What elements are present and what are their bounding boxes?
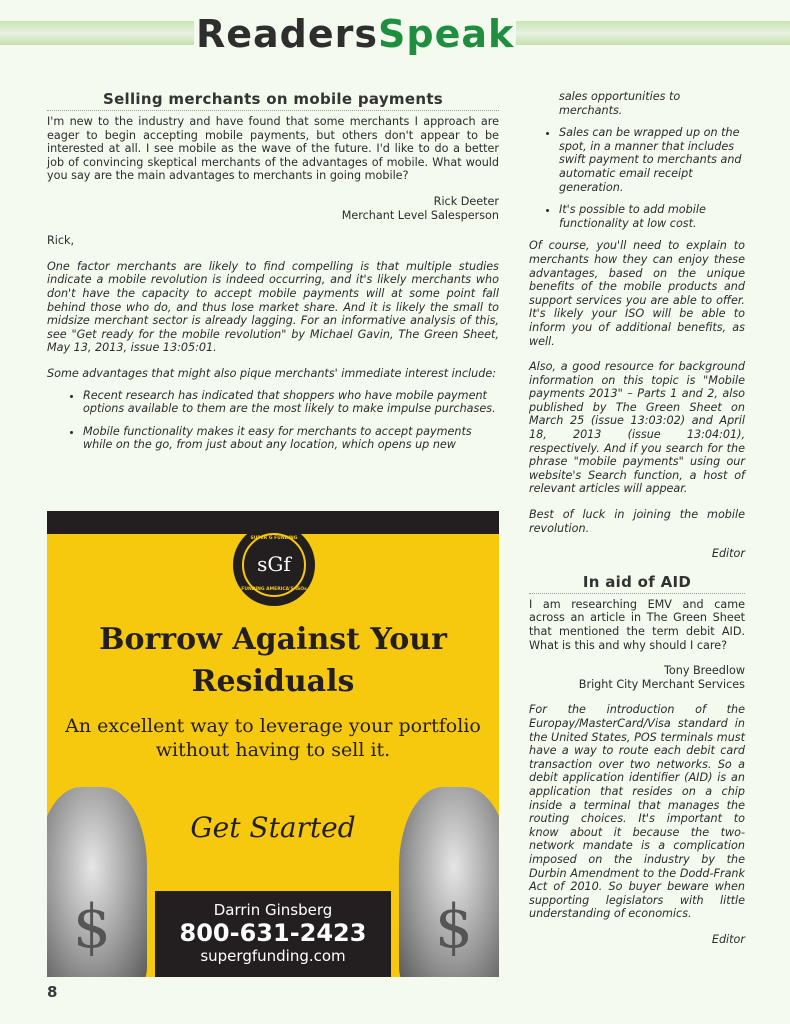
list-item: • It's possible to add mobile functionality at low cost.	[559, 203, 745, 230]
reader-signature	[47, 195, 499, 222]
masthead-word-readers: Readers	[196, 12, 379, 56]
article-title: Selling merchants on mobile payments	[102, 90, 444, 108]
contact-website[interactable]: supergfunding.com	[200, 947, 346, 965]
salutation: Rick,	[47, 234, 75, 248]
money-bag-icon	[47, 787, 147, 977]
logo-bottom-text: FUNDING AMERICA'S ISOs	[241, 587, 307, 592]
advertisement[interactable]	[47, 511, 499, 977]
answer-paragraph: Of course, you'll need to explain to merchants how they can enjoy these advantages, based on the unique benefits of the mobile products and support services you are able to offer. It's likely your ISO will be able to inform you of additional benefits, as well.	[529, 239, 745, 348]
page-number: 8	[47, 983, 58, 1001]
answer-paragraph: For the introduction of the Europay/MasterCard/Visa standard in the United States, POS terminals must have a way to route each debit card transaction over two networks. So a debit application identifier (AID) is an application that resides on a chip inside a terminal that manages the routing choices. It's important to know about it because the two-network mandate is a complication imposed on the industry by the Durbin Amendment to the Dodd-Frank Act of 2010. So buyer beware when supporting legislators with little understanding of economics.	[529, 703, 745, 921]
answer-paragraph: Best of luck in joining the mobile revolution.	[529, 508, 745, 535]
ad-contact-box	[155, 891, 391, 977]
author-name: Rick Deeter	[433, 194, 499, 208]
list-item: • Sales can be wrapped up on the spot, in a manner that includes swift payment to merchants and automatic email receipt generation.	[559, 126, 745, 194]
author-title: Merchant Level Salesperson	[341, 208, 499, 222]
masthead-word-speak: Speak	[378, 12, 515, 56]
author-name: Tony Breedlow	[663, 664, 745, 678]
logo-top-text: SUPER G FUNDING	[250, 536, 298, 541]
get-started-link[interactable]: Get Started	[190, 811, 356, 844]
left-column	[47, 90, 499, 461]
list-item-continued: sales opportunities to merchants.	[559, 90, 681, 117]
contact-phone[interactable]: 800-631-2423	[179, 919, 367, 947]
reader-question: I'm new to the industry and have found that some merchants I approach are eager to begin accepting mobile payments, but others don't appear to be interested at all. I see mobile as the wave of the future. I'd like to do a better job of convincing skeptical merchants of the advantages of mobile. What would you say are the main advantages to merchants in going mobile?	[47, 115, 499, 183]
dollar-sign-icon: $	[72, 892, 112, 962]
list-item: • Mobile functionality makes it easy for merchants to accept payments while on the go, from just about any location, which opens up new	[83, 425, 499, 452]
logo-letters: sGf	[257, 552, 291, 576]
sgf-logo	[233, 524, 315, 606]
answer-paragraph: One factor merchants are likely to find compelling is that multiple studies indicate a mobile revolution is indeed occurring, and it's likely merchants who don't have the capacity to accept mobile payments will at some point fall behind those who do, and thus lose market share. And it is likely the small to midsize merchant sector is already lagging. For an informative analysis of this, see "Get ready for the mobile revolution" by Michael Gavin, The Green Sheet, May 13, 2013, issue 13:05:01.	[47, 259, 499, 355]
ad-headline: Borrow Against Your Residuals	[99, 622, 447, 699]
article-title: In aid of AID	[582, 572, 692, 591]
reader-signature	[529, 664, 745, 691]
right-column	[529, 90, 745, 946]
answer-paragraph: Also, a good resource for background information on this topic is "Mobile payments 2013" – Parts 1 and 2, also published by The Green Sheet on March 25 (issue 13:03:02) and April 18, 2013 (issue 13:04:01), respectively. And if you search for the phrase "mobile payments" using our website's Search function, a host of relevant articles will appear.	[529, 360, 745, 496]
masthead-title	[194, 12, 516, 56]
editor-signoff: Editor	[711, 547, 745, 561]
list-item: • Recent research has indicated that shoppers who have mobile payment options available to them are the most likely to make impulse purchases.	[83, 389, 499, 416]
title-divider	[529, 593, 745, 594]
ad-subhead: An excellent way to leverage your portfolio without having to sell it.	[65, 715, 481, 761]
answer-paragraph: Some advantages that might also pique merchants' immediate interest include:	[47, 366, 496, 380]
advantages-list-continued	[529, 90, 745, 230]
author-title: Bright City Merchant Services	[578, 677, 745, 691]
title-divider	[47, 110, 499, 111]
money-bag-icon	[399, 787, 499, 977]
dollar-sign-icon: $	[434, 892, 474, 962]
advantages-list	[47, 389, 499, 452]
editor-signoff: Editor	[711, 932, 745, 946]
contact-name: Darrin Ginsberg	[213, 901, 333, 919]
reader-question: I am researching EMV and came across an article in The Green Sheet that mentioned the term debit AID. What is this and why should I care?	[529, 597, 745, 652]
